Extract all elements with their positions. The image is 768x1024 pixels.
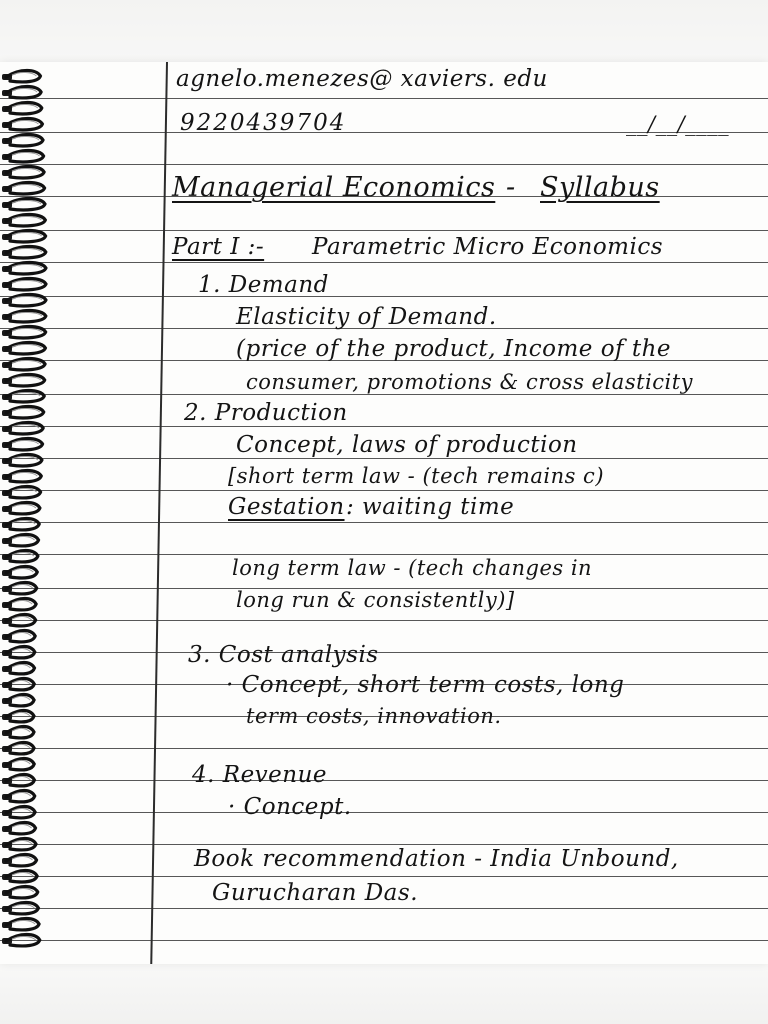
spiral-ring (2, 71, 40, 82)
spiral-ring (2, 151, 44, 162)
spiral-ring (2, 215, 45, 226)
ruled-line (0, 652, 768, 653)
spiral-ring (2, 391, 44, 402)
part-name: Parametric Micro Economics (312, 234, 664, 260)
spiral-ring (2, 567, 37, 578)
production-line-4: long term law - (tech changes in (232, 556, 593, 580)
ruled-line (0, 908, 768, 909)
spiral-ring (2, 343, 45, 354)
spiral-ring (2, 631, 35, 642)
production-line-2: [short term law - (tech remains c) (228, 464, 605, 488)
ruled-line (0, 844, 768, 845)
demand-line-1: Elasticity of Demand. (236, 304, 497, 330)
spiral-ring (2, 711, 34, 722)
syllabus-heading: Syllabus (540, 172, 660, 203)
spiral-ring (2, 199, 45, 210)
spiral-ring (2, 167, 44, 178)
spiral-ring (2, 359, 45, 370)
spiral-ring (2, 823, 36, 834)
spiral-ring (2, 647, 35, 658)
demand-heading: 1. Demand (198, 272, 329, 298)
spiral-ring (2, 535, 39, 546)
ruled-line (0, 620, 768, 621)
spiral-ring (2, 407, 44, 418)
spiral-ring (2, 903, 38, 914)
spiral-ring (2, 695, 34, 706)
date-field: __/__/____ (626, 112, 730, 136)
spiral-ring (2, 439, 43, 450)
spiral-ring (2, 775, 34, 786)
ruled-line (0, 780, 768, 781)
book-recommendation: Book recommendation - India Unbound, (194, 846, 679, 872)
spiral-ring (2, 375, 45, 386)
ruled-line (0, 296, 768, 297)
course-title: Managerial Economics (172, 172, 496, 203)
spiral-binding (0, 62, 80, 964)
spiral-ring (2, 231, 46, 242)
spiral-ring (2, 551, 38, 562)
email-text: agnelo.menezes@ xaviers. edu (176, 66, 548, 92)
spiral-ring (2, 935, 40, 946)
spiral-ring (2, 887, 38, 898)
ruled-line (0, 812, 768, 813)
spiral-ring (2, 839, 36, 850)
spiral-ring (2, 919, 39, 930)
ruled-line (0, 426, 768, 427)
spiral-ring (2, 503, 40, 514)
spiral-ring (2, 327, 46, 338)
ruled-line (0, 230, 768, 231)
spiral-ring (2, 807, 35, 818)
ruled-line (0, 876, 768, 877)
spiral-ring (2, 599, 36, 610)
spiral-ring (2, 423, 43, 434)
ruled-line (0, 748, 768, 749)
ruled-line (0, 490, 768, 491)
spiral-ring (2, 727, 34, 738)
spiral-ring (2, 759, 34, 770)
ruled-line (0, 554, 768, 555)
ruled-line (0, 98, 768, 99)
ruled-line (0, 458, 768, 459)
production-heading: 2. Production (184, 400, 348, 426)
revenue-heading: 4. Revenue (192, 762, 328, 788)
spiral-ring (2, 583, 37, 594)
production-line-1: Concept, laws of production (236, 432, 578, 458)
spiral-ring (2, 295, 46, 306)
spiral-ring (2, 87, 41, 98)
spiral-ring (2, 455, 42, 466)
spiral-ring (2, 247, 46, 258)
spiral-ring (2, 263, 46, 274)
spiral-ring (2, 519, 39, 530)
ruled-line (0, 940, 768, 941)
spiral-ring (2, 679, 34, 690)
spiral-ring (2, 103, 42, 114)
spiral-ring (2, 791, 35, 802)
gestation-label: Gestation (228, 494, 345, 520)
spiral-ring (2, 311, 46, 322)
ruled-line (0, 164, 768, 165)
cost-line-2: term costs, innovation. (246, 704, 502, 728)
demand-line-3: consumer, promotions & cross elasticity (246, 370, 694, 394)
ruled-line (0, 262, 768, 263)
spiral-ring (2, 487, 41, 498)
book-author: Gurucharan Das. (212, 880, 418, 906)
spiral-ring (2, 743, 34, 754)
spiral-ring (2, 871, 37, 882)
part-label: Part I :- (172, 234, 265, 260)
spiral-ring (2, 471, 41, 482)
title-dash: - (506, 172, 516, 203)
spiral-ring (2, 663, 35, 674)
spiral-ring (2, 183, 45, 194)
phone-number: 9220439704 (180, 110, 347, 136)
gestation-text: : waiting time (346, 494, 515, 520)
cost-line-1: · Concept, short term costs, long (226, 672, 625, 698)
cost-heading: 3. Cost analysis (188, 642, 379, 668)
production-line-5: long run & consistently)] (236, 588, 515, 612)
spiral-ring (2, 615, 36, 626)
spiral-ring (2, 135, 43, 146)
ruled-line (0, 394, 768, 395)
demand-line-2: (price of the product, Income of the (236, 336, 672, 362)
spiral-ring (2, 119, 42, 130)
spiral-ring (2, 855, 37, 866)
spiral-ring (2, 279, 46, 290)
ruled-line (0, 522, 768, 523)
revenue-line-1: · Concept. (228, 794, 352, 820)
